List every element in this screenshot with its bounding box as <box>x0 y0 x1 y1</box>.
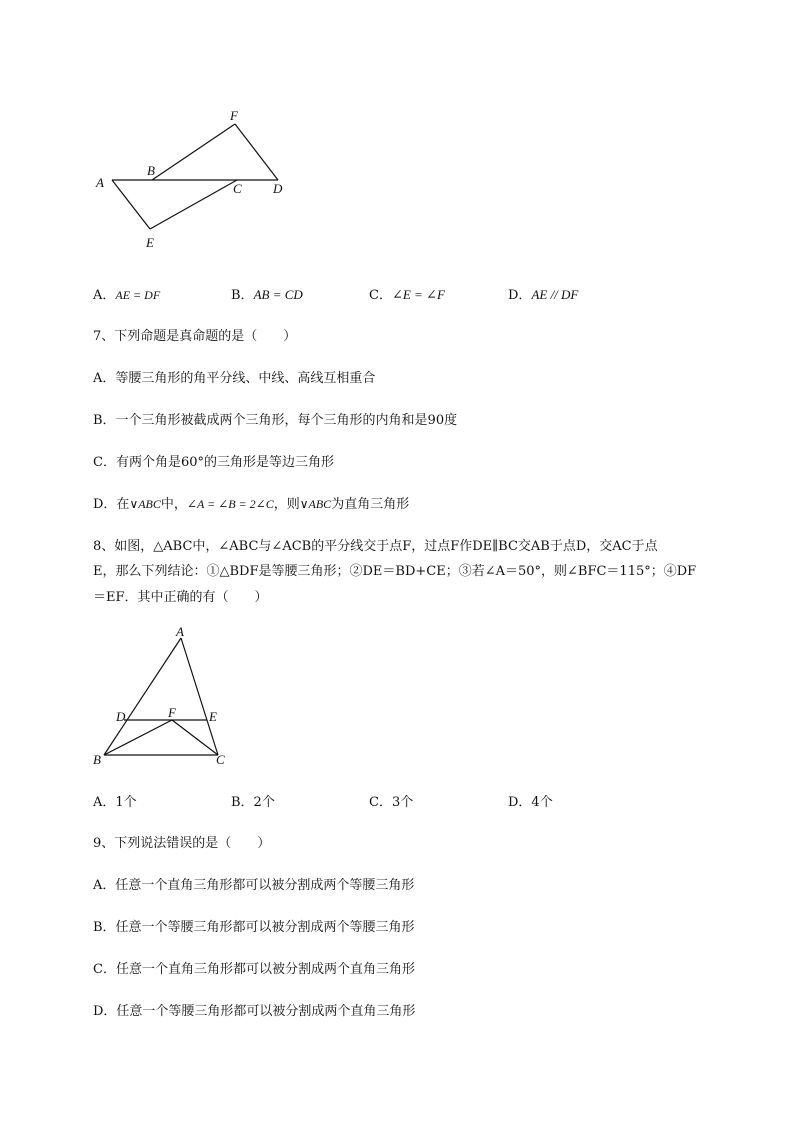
q6-option-a <box>93 284 160 303</box>
segment-ab <box>104 638 181 755</box>
q9-option-c: C．任意一个直角三角形都可以被分割成两个直角三角形 <box>93 962 415 977</box>
q7-d-mid-2: ，则 <box>273 497 300 512</box>
option-expression: AE = DF <box>115 288 161 302</box>
label-d: D <box>273 181 283 196</box>
segment-cf <box>172 720 218 755</box>
q8-stem-line-3: ＝EF．其中正确的有（ ） <box>93 590 268 605</box>
q8-option-c: C．3个 <box>369 795 414 810</box>
q8-stem-line-2: E，那么下列结论：①△BDF是等腰三角形；②DE＝BD+CE；③若∠A＝50°，则∠BFC＝115°；④DF <box>93 564 697 579</box>
q9-option-b: B．任意一个等腰三角形都可以被分割成两个等腰三角形 <box>93 920 415 935</box>
q7-d-angles: ∠A = ∠B = 2∠C <box>186 497 274 511</box>
label-b: B <box>147 163 155 178</box>
q9-option-d: D．任意一个等腰三角形都可以被分割成两个直角三角形 <box>93 1004 416 1019</box>
label-c: C <box>233 181 242 196</box>
q7-option-a: A．等腰三角形的角平分线、中线、高线互相重合 <box>93 371 376 386</box>
q6-option-d <box>508 284 578 303</box>
q7-d-triangle-1: ∨ABC <box>129 497 161 511</box>
option-expression: ∠E = ∠F <box>391 287 445 302</box>
segment-ec <box>150 180 237 229</box>
q6-option-b <box>231 284 303 303</box>
q7-d-mid-1: 中， <box>160 497 187 512</box>
label-f: F <box>168 705 176 720</box>
q7-d-suffix: 为直角三角形 <box>331 497 410 512</box>
label-c: C <box>216 752 225 767</box>
option-expression: AB = CD <box>253 287 303 302</box>
q7-option-d <box>93 493 409 512</box>
label-f: F <box>230 108 238 123</box>
segment-fd <box>235 124 278 180</box>
segment-bf <box>152 124 235 180</box>
figure-triangle-bisector-diagram <box>88 620 238 780</box>
q8-stem-line-1: 8、如图，△ABC中，∠ABC与∠ACB的平分线交于点F，过点F作DE∥BC交AB于点D，交AC于点 <box>93 539 658 554</box>
segment-ac <box>181 638 218 755</box>
q8-option-d: D．4个 <box>508 795 553 810</box>
q7-d-triangle-2: ∨ABC <box>299 497 332 511</box>
q6-option-c <box>369 284 445 303</box>
label-d: D <box>116 709 126 724</box>
q7-option-b: B．一个三角形被截成两个三角形，每个三角形的内角和是90度 <box>93 413 458 428</box>
label-a: A <box>96 175 104 190</box>
option-letter: B． <box>231 288 254 303</box>
option-letter: C． <box>369 288 392 303</box>
segment-bf <box>104 720 172 755</box>
q7-option-c: C．有两个角是60°的三角形是等边三角形 <box>93 455 334 470</box>
segment-ae <box>112 180 150 229</box>
label-a: A <box>176 624 184 639</box>
label-b: B <box>93 752 101 767</box>
q9-option-a: A．任意一个直角三角形都可以被分割成两个等腰三角形 <box>93 878 415 893</box>
label-e: E <box>146 235 154 250</box>
option-expression: AE // DF <box>531 287 579 302</box>
label-e: E <box>209 709 217 724</box>
q7-stem: 7、下列命题是真命题的是（ ） <box>93 329 297 344</box>
q8-option-b: B．2个 <box>231 795 275 810</box>
option-letter: A． <box>93 288 116 303</box>
q7-d-prefix: D．在 <box>93 497 130 512</box>
q9-stem: 9、下列说法错误的是（ ） <box>93 836 271 851</box>
option-letter: D． <box>508 288 532 303</box>
q8-option-a: A．1个 <box>93 795 137 810</box>
figure-parallelogram-diagram <box>90 100 320 260</box>
